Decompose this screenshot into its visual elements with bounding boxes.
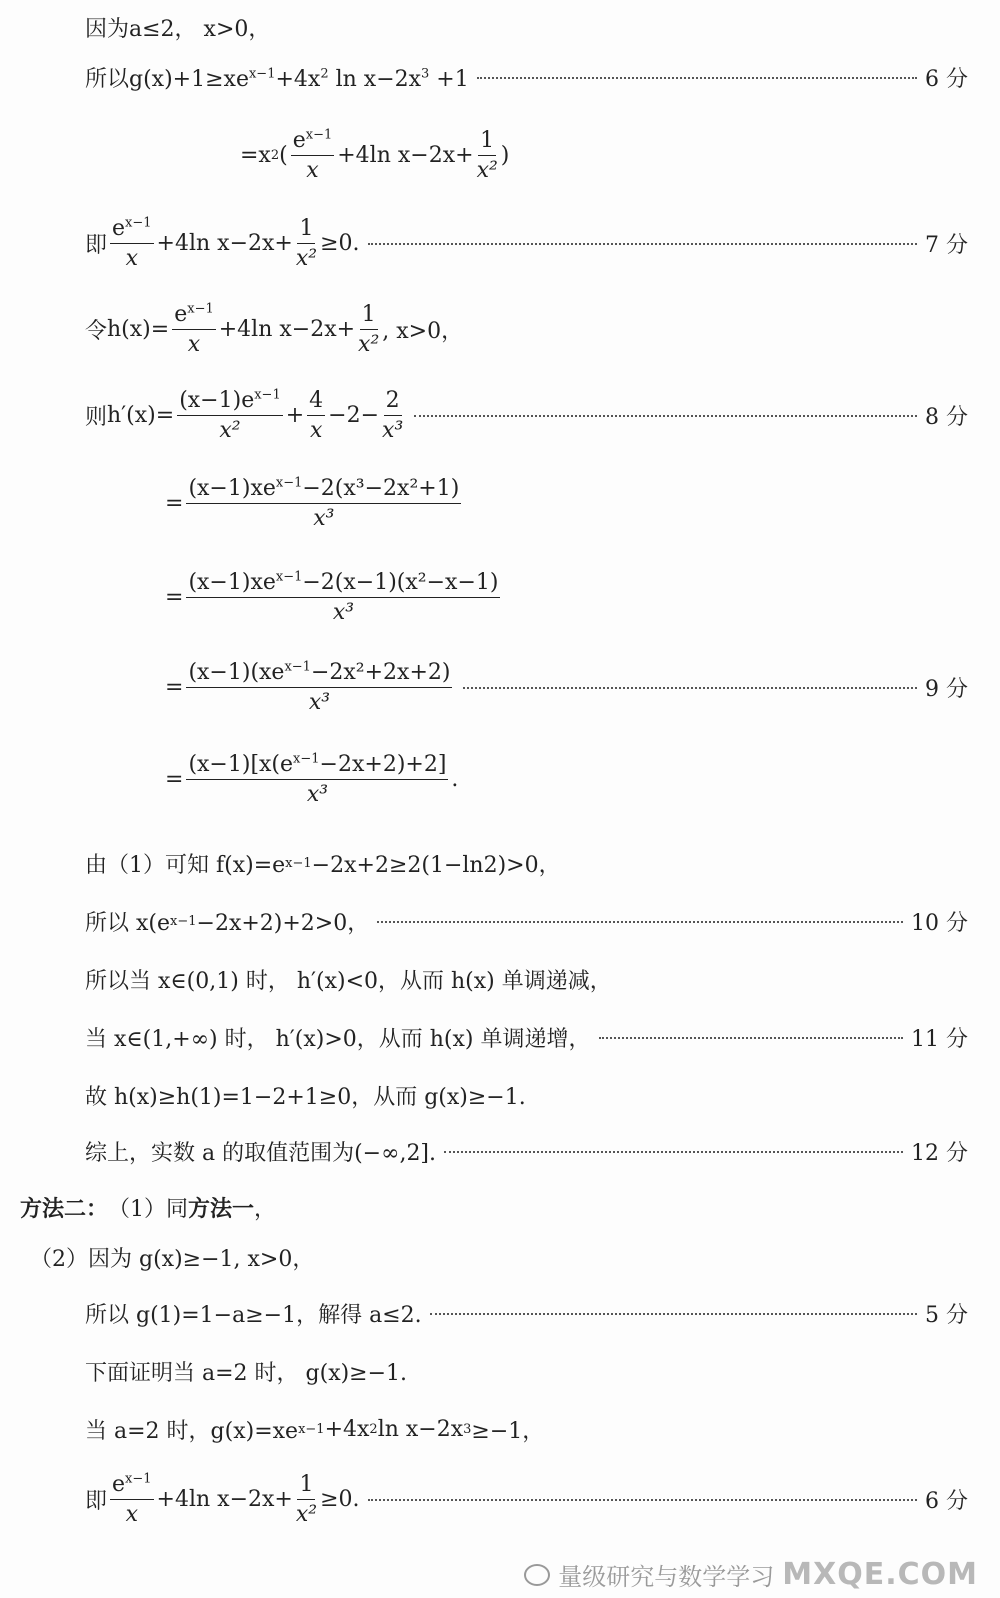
fraction: $\frac{1}{\text{x²}}$: [358, 302, 380, 358]
score-label: 7 分: [925, 233, 968, 259]
line-19: 所以 g(1)=1−a≥−1，解得 a≤2. 5 分: [85, 1298, 968, 1329]
fraction: $\frac{4}{x}$: [309, 388, 324, 444]
line-21: 当 a=2 时，g(x)=xe x−1 +4x 2 ln x−2x 3 ≥−1，: [85, 1417, 545, 1444]
fraction: $\frac{e^{x-1}}{x}$: [292, 127, 333, 184]
score-label: 6 分: [925, 67, 968, 92]
line-1: [85, 12, 968, 43]
line-20: 下面证明当 a=2 时， g(x)≥−1.: [85, 1361, 408, 1386]
watermark-text: 量级研究与数学学习: [558, 1563, 775, 1591]
fraction: $\frac{(x-1)xe^{x-1}-2(x^3-2x^2+1)}{\text{x³}}$: [188, 475, 460, 532]
watermark: [524, 1557, 978, 1592]
line-9: = $\frac{(x-1)(xe^{x-1}-2x^2+2x+2)}{\text{x³}}$ 9 分: [165, 659, 968, 716]
score-label: 5 分: [925, 1303, 968, 1328]
fraction: $\frac{2}{\text{x³}}$: [382, 388, 404, 444]
line-6: 则 h′(x)= $\frac{(x-1)e^{x-1}}{\text{x²}}$ + $\frac{4}{x}$ −2− $\frac{2}{\text{x³}}$ 8 分: [85, 387, 968, 444]
wechat-icon: [524, 1564, 550, 1586]
line-12: 所以 x(e x−1 −2x+2)+2>0， 10 分: [85, 906, 968, 937]
watermark-site: MXQE.COM: [782, 1557, 978, 1592]
leader-dots: [368, 1499, 917, 1501]
fraction: $\frac{1}{\text{x²}}$: [295, 1472, 318, 1528]
line-2: [85, 62, 968, 93]
leader-dots: [414, 415, 917, 417]
line-17: 方法二： （1）同 方法一 ，: [20, 1192, 968, 1223]
line-2-math: 所以$g(x)+1\ge xe^{x-1}+4x^2$ $\ln x-2x^3 +1$: [85, 66, 469, 92]
leader-dots: [444, 1151, 903, 1153]
method-heading: 方法二：: [20, 1196, 109, 1222]
fraction: $\frac{1}{\text{x²}}$: [295, 216, 318, 272]
leader-dots: [368, 243, 917, 245]
line-14: 当 x∈(1,+∞) 时， h′(x)>0，从而 h(x) 单调递增， 11 分: [85, 1022, 968, 1053]
line-1-text: 因为a≤2， x>0，: [85, 17, 271, 42]
line-3: =x 2 ( $\frac{e^{x-1}}{x}$ +4ln x−2x+ $\frac{1}{\text{x²}}$ ): [240, 127, 510, 184]
line-15: 故 h(x)≥h(1)=1−2+1≥0，从而 g(x)≥−1.: [85, 1085, 526, 1110]
score-label: 8 分: [925, 405, 968, 431]
leader-dots: [463, 687, 917, 689]
score-label: 12 分: [911, 1141, 968, 1166]
fraction: $\frac{e^{x-1}}{x}$: [112, 1471, 152, 1528]
fraction: $\frac{e^{x-1}}{x}$: [112, 215, 152, 272]
fraction: $\frac{(x-1)(xe^{x-1}-2x^2+2x+2)}{\text{x³}}$: [188, 659, 451, 716]
line-11: 由（1）可知 f(x)=e x−1 −2x+2≥2(1−ln2)>0，: [85, 853, 561, 878]
line-4: 即 $\frac{e^{x-1}}{x}$ +4ln x−2x+ $\frac{1}{\text{x²}}$ ≥0. 7 分: [85, 215, 968, 272]
leader-dots: [430, 1313, 917, 1315]
leader-dots: [477, 77, 917, 79]
line-8: = $\frac{(x-1)xe^{x-1}-2(x-1)(x^2-x-1)}{\text{x³}}$: [165, 569, 499, 626]
score-label: 10 分: [911, 911, 968, 936]
line-13: 所以当 x∈(0,1) 时， h′(x)<0，从而 h(x) 单调递减，: [85, 969, 612, 994]
leader-dots: [599, 1037, 904, 1039]
fraction: $\frac{(x-1)[x(e^{x-1}-2x+2)+2]}{\text{x³}}$: [188, 751, 447, 808]
line-18: （2）因为 g(x)≥−1, x>0，: [30, 1247, 315, 1272]
fraction: $\frac{1}{\text{x²}}$: [476, 128, 498, 184]
line-16: 综上，实数 a 的取值范围为(−∞,2]. 12 分: [85, 1136, 968, 1167]
score-label: 6 分: [925, 1489, 968, 1515]
fraction: $\frac{(x-1)e^{x-1}}{\text{x²}}$: [179, 387, 281, 444]
fraction: $\frac{e^{x-1}}{x}$: [174, 301, 214, 358]
line-5: 令 h(x)= $\frac{e^{x-1}}{x}$ +4ln x−2x+ $\frac{1}{\text{x²}}$ , x>0，: [85, 301, 464, 358]
score-label: 9 分: [925, 677, 968, 703]
line-10: = $\frac{(x-1)[x(e^{x-1}-2x+2)+2]}{\text{x³}}$ .: [165, 751, 459, 808]
leader-dots: [377, 921, 903, 923]
score-label: 11 分: [911, 1027, 968, 1052]
line-7: = $\frac{(x-1)xe^{x-1}-2(x^3-2x^2+1)}{\text{x³}}$: [165, 475, 460, 532]
fraction: $\frac{(x-1)xe^{x-1}-2(x-1)(x^2-x-1)}{\text{x³}}$: [188, 569, 499, 626]
line-22: 即 $\frac{e^{x-1}}{x}$ +4ln x−2x+ $\frac{1}{\text{x²}}$ ≥0. 6 分: [85, 1471, 968, 1528]
